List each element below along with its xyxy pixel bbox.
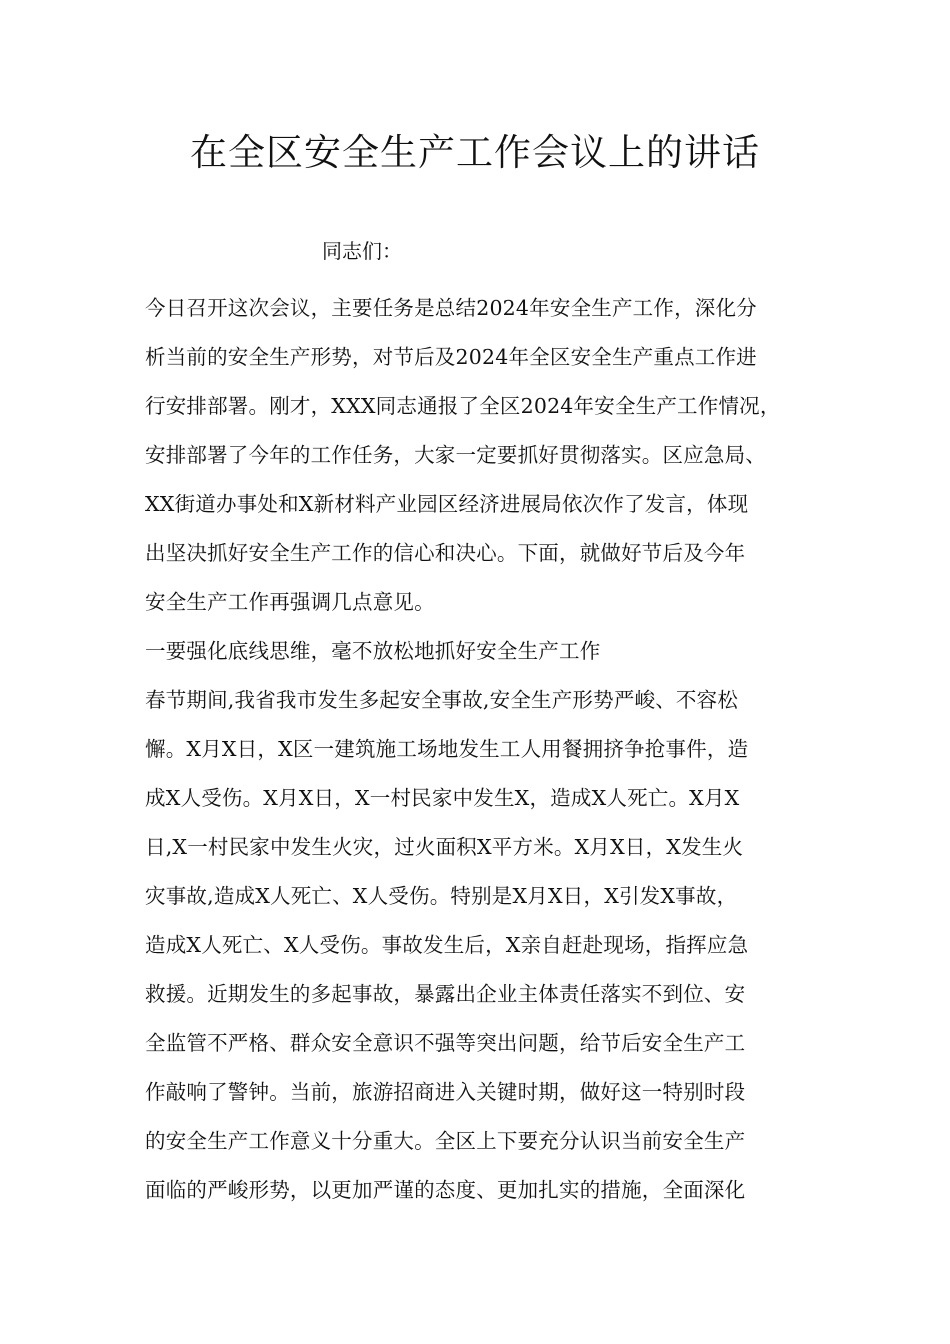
text-line: 懈。X月X日，X区一建筑施工场地发生工人用餐拥挤争抢事件，造 (145, 737, 749, 761)
text-line: 行安排部署。刚才，XXX同志通报了全区2024年安全生产工作情况， (145, 394, 781, 418)
text-line: 安全生产工作再强调几点意见。 (145, 590, 435, 614)
salutation: 同志们： (322, 239, 402, 263)
text-line: 全监管不严格、群众安全意识不强等突出问题，给节后安全生产工 (145, 1031, 746, 1055)
text-line: 安排部署了今年的工作任务，大家一定要抓好贯彻落实。区应急局、 (145, 443, 766, 467)
text-line: 春节期间,我省我市发生多起安全事故,安全生产形势严峻、不容松 (145, 688, 739, 712)
text-line: 面临的严峻形势，以更加严谨的态度、更加扎实的措施，全面深化 (145, 1178, 746, 1202)
section-heading: 一要强化底线思维，毫不放松地抓好安全生产工作 (145, 639, 601, 663)
text-line: 灾事故,造成X人死亡、X人受伤。特别是X月X日，X引发X事故， (145, 884, 738, 908)
text-line: 救援。近期发生的多起事故，暴露出企业主体责任落实不到位、安 (145, 982, 746, 1006)
text-line: 成X人受伤。X月X日，X一村民家中发生X，造成X人死亡。X月X (145, 786, 740, 810)
text-line: 今日召开这次会议，主要任务是总结2024年安全生产工作，深化分 (145, 296, 757, 320)
document-title: 在全区安全生产工作会议上的讲话 (190, 131, 760, 174)
body-text (145, 284, 815, 1215)
text-line: XX街道办事处和X新材料产业园区经济进展局依次作了发言，体现 (145, 492, 749, 516)
text-line: 出坚决抓好安全生产工作的信心和决心。下面，就做好节后及今年 (145, 541, 746, 565)
text-line: 析当前的安全生产形势，对节后及2024年全区安全生产重点工作进 (145, 345, 757, 369)
text-line: 日,X一村民家中发生火灾，过火面积X平方米。X月X日，X发生火 (145, 835, 744, 859)
text-line: 造成X人死亡、X人受伤。事故发生后，X亲自赶赴现场，指挥应急 (145, 933, 749, 957)
text-line: 的安全生产工作意义十分重大。全区上下要充分认识当前安全生产 (145, 1129, 746, 1153)
text-line: 作敲响了警钟。当前，旅游招商进入关键时期，做好这一特别时段 (145, 1080, 746, 1104)
